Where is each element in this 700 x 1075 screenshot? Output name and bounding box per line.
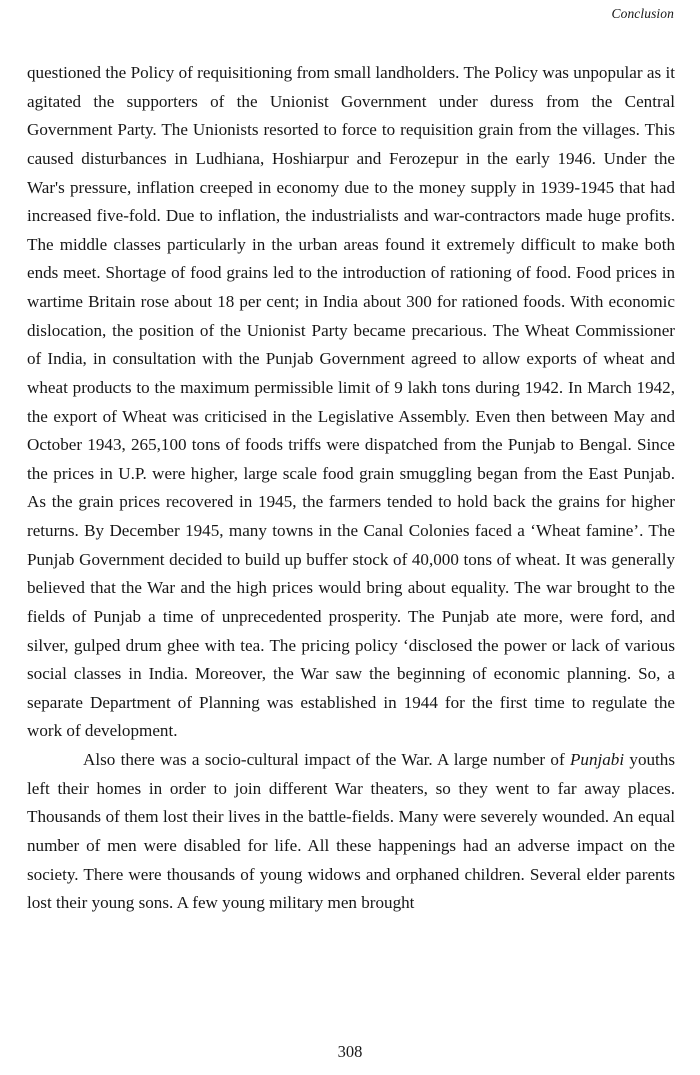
page-number: 308 — [337, 1042, 363, 1061]
emphasised-term: Punjabi — [569, 750, 625, 769]
paragraph: Also there was a socio-cultural impact of the War. A large number of Punjabi youths left their homes in order to join different War theaters, so they went to far away places. Thousands of them lost their lives in the battle-fields. Many were severely wounded. An equal number of men were disabled for life. All these happenings had an adverse impact on the society. There were thousands of young widows and orphaned children. Several elder parents lost their young sons. A few young military men brought — [27, 750, 675, 913]
paragraph: questioned the Policy of requisitioning from small landholders. The Policy was unpopular as it agitated the supporters of the Unionist Government under duress from the Central Government Party. The Unionists resorted to force to requisition grain from the villages. This caused disturbances in Ludhiana, Hoshiarpur and Ferozepur in the early 1946. Under the War's pressure, inflation creeped in economy due to the money supply in 1939-1945 that had increased five-fold. Due to inflation, the industrialists and war-contractors made huge profits. The middle classes particularly in the urban areas found it extremely difficult to make both ends meet. Shortage of food grains led to the introduction of rationing of food. Food prices in wartime Britain rose about 18 per cent; in India about 300 for rationed foods. With economic dislocation, the position of the Unionist Party became precarious. The Wheat Commissioner of India, in consultation with the Punjab Government agreed to allow exports of wheat and wheat products to the maximum permissible limit of 9 lakh tons during 1942. In March 1942, the export of Wheat was criticised in the Legislative Assembly. Even then between May and October 1943, 265,100 tons of foods triffs were dispatched from the Punjab to Bengal. Since the prices in U.P. were higher, large scale food grain smuggling began from the East Punjab. As the grain prices recovered in 1945, the farmers tended to hold back the grains for higher returns. By December 1945, many towns in the Canal Colonies faced a ‘Wheat famine’. The Punjab Government decided to build up buffer stock of 40,000 tons of wheat. It was generally believed that the War and the high prices would bring about equality. The war brought to the fields of Punjab a time of unprecedented prosperity. The Punjab ate more, were ford, and silver, gulped drum ghee with tea. The pricing policy ‘disclosed the power or lack of various social classes in India. Moreover, the War saw the beginning of economic planning. So, a separate Department of Planning was established in 1944 for the first time to regulate the work of development. — [27, 63, 675, 741]
running-header: Conclusion — [611, 6, 674, 21]
body-text-column — [27, 59, 675, 918]
